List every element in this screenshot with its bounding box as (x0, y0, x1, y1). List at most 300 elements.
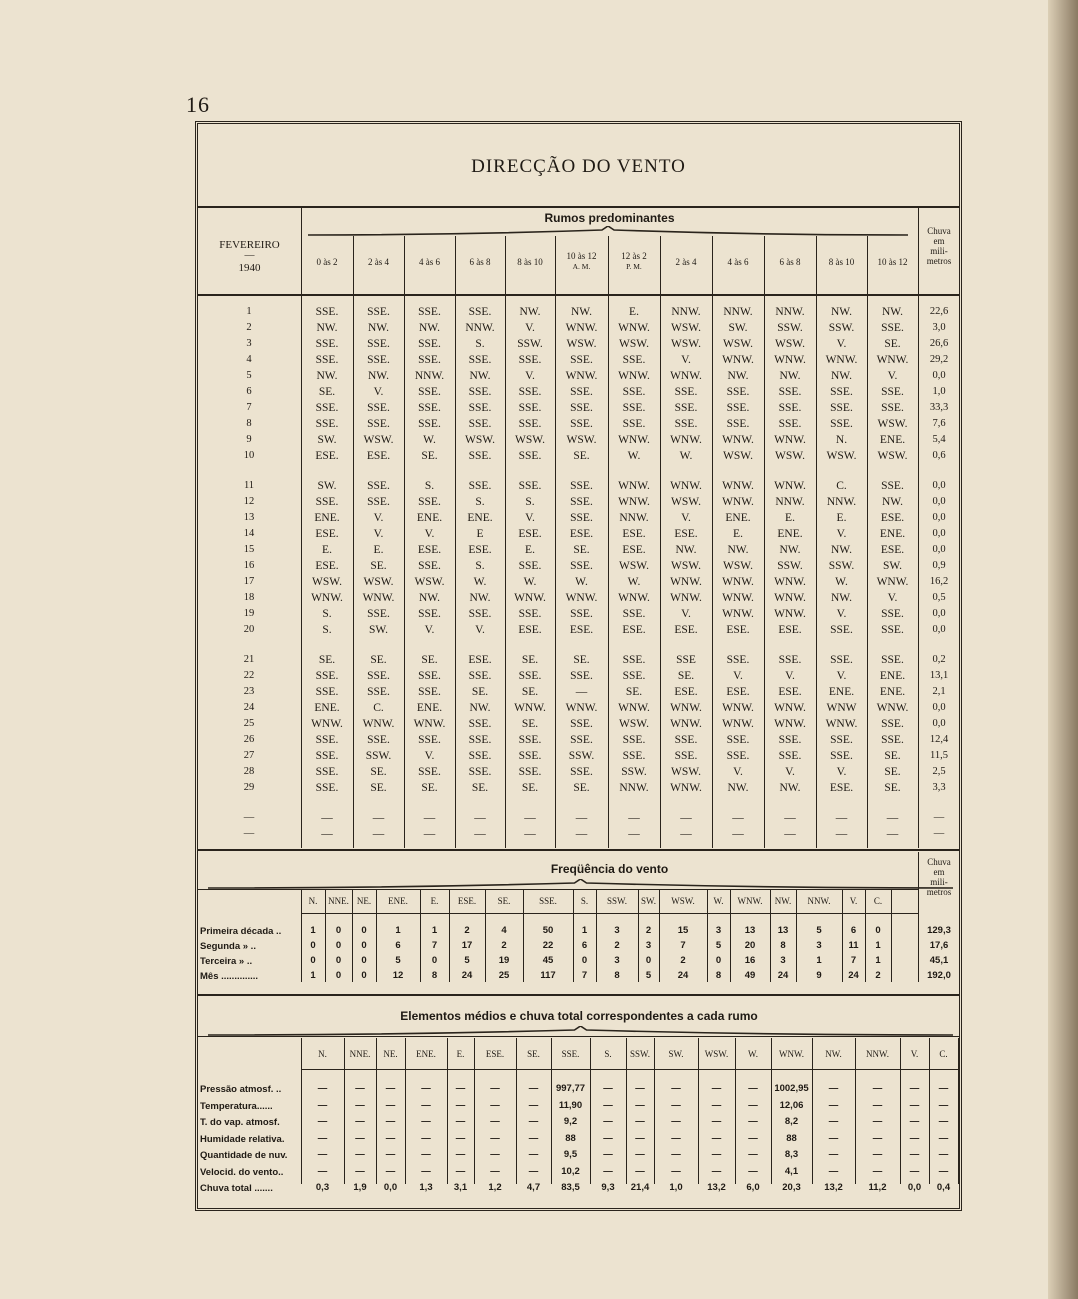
day-number: 9 (246, 434, 252, 445)
elem-value: — (385, 1116, 396, 1127)
wind-direction-cell: SE. (884, 338, 901, 350)
wind-direction-cell: SSE. (418, 418, 441, 430)
freq-value: 8 (431, 970, 438, 981)
rain-header-line: em (933, 236, 945, 246)
wind-direction-cell: SSE. (830, 734, 853, 746)
rumos-header: Rumos predominantes (544, 211, 675, 225)
wind-direction-cell: S. (322, 608, 332, 620)
wind-direction-cell: WNW. (618, 322, 650, 334)
wind-direction-cell: SSE (676, 654, 696, 666)
wind-direction-cell: SE. (625, 686, 643, 698)
elem-value: — (355, 1083, 365, 1094)
freq-value: 1 (310, 970, 316, 981)
elem-value: — (872, 1149, 883, 1160)
wind-direction-cell: SSE. (726, 402, 750, 414)
wind-direction-cell: NW. (779, 544, 801, 556)
wind-direction-cell: ESE. (880, 544, 905, 556)
day-number: 1 (246, 306, 252, 317)
day-number: 20 (243, 624, 255, 635)
wind-direction-cell: ENE. (467, 512, 493, 524)
daily-rain: 11,5 (930, 750, 948, 761)
wind-direction-cell: — (680, 828, 692, 840)
wind-direction-cell: SE. (471, 782, 489, 794)
elem-row-label: Chuva total ....... (200, 1183, 273, 1194)
year-label: 1940 (238, 262, 261, 274)
wind-direction-cell: SSE. (778, 654, 802, 666)
wind-direction-cell: SSE. (367, 686, 390, 698)
wind-direction-cell: V. (373, 528, 384, 540)
wind-direction-cell: E. (785, 512, 795, 524)
elem-value: — (317, 1165, 328, 1177)
wind-direction-cell: ENE. (879, 528, 906, 540)
wind-direction-cell: WSW. (671, 560, 701, 572)
freq-value: 1 (395, 925, 401, 936)
elem-value: — (711, 1083, 722, 1094)
wind-direction-cell: SSE. (674, 386, 698, 398)
freq-value: 0 (431, 955, 438, 966)
elem-row-label: Humidade relativa. (200, 1133, 285, 1145)
wind-direction-cell: — (575, 686, 588, 698)
elem-value: — (490, 1116, 500, 1127)
elem-value: — (635, 1083, 645, 1094)
wind-direction-cell: ESE. (468, 544, 492, 556)
freq-value: 5 (645, 970, 652, 981)
elem-value: — (671, 1116, 681, 1127)
wind-direction-cell: ENE. (416, 512, 443, 524)
month-label: FEVEREIRO (219, 239, 280, 251)
daily-rain: 29,2 (929, 354, 949, 365)
wind-direction-cell: WSW. (671, 338, 701, 350)
month-dash: — (244, 250, 255, 261)
wind-direction-cell: W. (423, 434, 436, 446)
daily-rain: 0,9 (932, 560, 946, 571)
freq-value: 1 (875, 955, 881, 966)
wind-direction-cell: SSE. (518, 386, 542, 398)
wind-direction-cell: NNW. (775, 496, 805, 508)
elem-value: — (490, 1099, 500, 1111)
wind-direction-cell: SSE. (518, 450, 542, 462)
wind-direction-cell: WSW. (619, 560, 649, 572)
wind-direction-cell: S. (475, 496, 485, 508)
wind-direction-cell: ENE. (725, 512, 751, 524)
freq-value: 1 (310, 925, 316, 936)
elem-value: 3,1 (453, 1182, 468, 1193)
wind-direction-cell: NW. (727, 544, 749, 556)
elem-value: — (711, 1165, 722, 1177)
wind-direction-cell: NW. (779, 370, 801, 382)
wind-direction-cell: SSE. (830, 654, 853, 666)
wind-direction-cell: WSW. (877, 418, 908, 430)
wind-direction-cell: — (524, 828, 536, 840)
hour-column-header: 6 às 8 (469, 257, 491, 267)
freq-row-label: Segunda » .. (200, 941, 256, 952)
wind-direction-cell: SSE. (468, 734, 492, 746)
daily-rain: 7,6 (932, 418, 946, 429)
freq-direction-header: SSE. (539, 896, 557, 906)
freq-value: 11 (848, 940, 859, 951)
wind-direction-cell: WSW. (566, 434, 597, 446)
wind-direction-cell: NW. (831, 370, 852, 382)
day-number: 19 (243, 608, 255, 619)
freq-value: 25 (498, 970, 510, 981)
wind-direction-cell: NW. (316, 370, 338, 382)
wind-direction-cell: E. (525, 544, 535, 556)
elem-value: — (828, 1099, 839, 1111)
wind-direction-cell: N. (835, 434, 848, 446)
elem-value: — (872, 1083, 883, 1094)
wind-direction-cell: — (732, 812, 744, 824)
freq-value: 6 (850, 925, 857, 936)
elem-value: — (748, 1083, 758, 1094)
wind-direction-cell: WNW. (774, 592, 806, 604)
wind-direction-cell: ESE. (778, 624, 802, 636)
elem-value: — (603, 1165, 613, 1177)
freq-value: 0 (581, 955, 588, 966)
wind-direction-cell: WSW. (775, 450, 805, 462)
wind-direction-cell: SE. (521, 654, 539, 666)
wind-direction-cell: NW. (675, 544, 697, 556)
elem-direction-header: E. (456, 1049, 465, 1059)
wind-direction-cell: SSE. (418, 386, 441, 398)
wind-direction-cell: SSE. (315, 766, 339, 778)
wind-direction-cell: WNW. (514, 592, 546, 604)
wind-direction-cell: WSW. (723, 450, 753, 462)
wind-direction-cell: SSE. (367, 338, 390, 350)
freq-value: 12 (392, 970, 404, 981)
freq-value: 22 (542, 940, 554, 951)
wind-direction-cell: SSE. (570, 496, 593, 508)
elem-value: — (317, 1099, 328, 1111)
rain-header-line: metros (926, 256, 952, 266)
daily-rain: 0,0 (932, 702, 946, 713)
elem-direction-header: WSW. (704, 1049, 729, 1059)
elem-value: — (317, 1149, 328, 1160)
elem-value: — (355, 1165, 365, 1177)
daily-rain: 26,6 (929, 338, 949, 349)
wind-direction-cell: ESE. (622, 528, 646, 540)
wind-direction-cell: ESE. (315, 528, 339, 540)
wind-direction-cell: — (321, 812, 333, 824)
wind-direction-cell: SSE. (468, 418, 492, 430)
wind-direction-cell: WSW. (619, 338, 649, 350)
wind-direction-cell: SSE. (468, 766, 492, 778)
wind-direction-cell: NW. (419, 322, 440, 334)
elem-value: — (421, 1149, 431, 1160)
hour-column-header: 8 às 10 (828, 257, 855, 267)
wind-direction-cell: WSW. (877, 450, 908, 462)
wind-direction-cell: SSE. (830, 386, 853, 398)
hour-column-header: 0 às 2 (316, 257, 338, 267)
wind-direction-cell: WNW. (670, 592, 702, 604)
elem-row-label: Temperatura...... (200, 1100, 273, 1112)
wind-direction-cell: NNW. (826, 496, 857, 508)
wind-direction-cell: V. (681, 608, 691, 620)
wind-direction-cell: SSE. (367, 354, 390, 366)
elem-value: — (528, 1083, 539, 1094)
wind-direction-cell: SSE. (418, 670, 441, 682)
wind-direction-cell: NW. (469, 370, 491, 382)
elem-direction-header: V. (910, 1049, 919, 1059)
wind-direction-cell: W. (523, 576, 537, 588)
daily-rain: 0,0 (932, 496, 946, 507)
wind-direction-cell: WNW. (362, 592, 395, 604)
day-number: 10 (243, 450, 255, 461)
elem-value: — (421, 1099, 431, 1111)
day-number: 13 (243, 512, 255, 523)
daily-rain: 0,0 (932, 608, 946, 619)
wind-direction-cell: NW. (316, 322, 338, 334)
rain-header-line: Chuva (927, 226, 951, 236)
elem-value: 4,1 (784, 1165, 799, 1177)
elem-value: — (711, 1099, 722, 1111)
daily-rain: 12,4 (929, 734, 949, 745)
freq-value: 1 (816, 955, 822, 966)
wind-direction-cell: WNW. (722, 718, 754, 730)
page-gutter-shadow (1048, 0, 1078, 1299)
wind-direction-cell: SSE. (315, 686, 339, 698)
wind-direction-cell: ESE. (726, 624, 750, 636)
wind-direction-cell: WSW. (515, 434, 545, 446)
day-number: — (243, 812, 255, 823)
freq-direction-header: WNW. (737, 896, 763, 906)
wind-direction-cell: WNW. (825, 354, 858, 366)
freq-value: 7 (581, 970, 588, 981)
wind-direction-cell: SSE. (315, 670, 339, 682)
wind-direction-cell: SSW. (777, 322, 803, 334)
elem-value: — (455, 1132, 466, 1144)
elem-value: — (828, 1132, 839, 1144)
hour-column-header: 4 às 6 (419, 257, 440, 267)
elem-value: 4,7 (526, 1182, 541, 1193)
wind-direction-cell: WSW. (363, 434, 394, 446)
wind-direction-cell: ENE. (879, 434, 906, 446)
wind-direction-cell: SSE. (518, 750, 542, 762)
wind-direction-cell: SSE. (570, 418, 593, 430)
daily-rain: 2,1 (932, 686, 946, 697)
wind-direction-cell: SSE. (315, 418, 339, 430)
elem-value: — (828, 1083, 839, 1094)
elem-value: 8,3 (784, 1149, 799, 1160)
wind-direction-cell: SSW. (621, 766, 647, 778)
elem-row-label: Pressão atmosf. .. (200, 1084, 282, 1095)
elem-value: — (938, 1132, 949, 1144)
wind-direction-cell: — (474, 812, 486, 824)
wind-direction-cell: NNW. (465, 322, 495, 334)
wind-direction-cell: SSE. (315, 354, 339, 366)
elem-value: — (528, 1149, 539, 1160)
day-number: 29 (243, 782, 255, 793)
wind-direction-cell: V. (373, 386, 384, 398)
wind-direction-cell: ESE. (366, 450, 391, 462)
wind-direction-cell: NNW. (414, 370, 445, 382)
wind-direction-cell: SW. (882, 560, 903, 572)
elem-value: — (455, 1116, 466, 1127)
freq-rain-header-line: em (933, 867, 945, 877)
wind-direction-cell: WNW. (774, 576, 806, 588)
wind-direction-cell: SSE. (418, 306, 441, 318)
wind-direction-cell: ESE. (315, 450, 339, 462)
elem-value: — (385, 1132, 396, 1144)
freq-direction-header: NNE. (328, 896, 349, 906)
wind-direction-cell: ESE. (778, 686, 802, 698)
wind-direction-cell: WNW. (774, 702, 806, 714)
freq-value: 20 (744, 940, 756, 951)
freq-value: 0 (335, 925, 342, 936)
wind-direction-cell: ENE. (879, 670, 906, 682)
elem-value: 11,2 (868, 1182, 887, 1193)
freq-value: 1 (875, 940, 881, 951)
wind-direction-cell: WSW. (619, 718, 649, 730)
elem-value: 11,90 (558, 1099, 583, 1111)
wind-direction-cell: SW. (317, 434, 337, 446)
freq-value: 6 (581, 940, 588, 951)
wind-direction-cell: — (886, 812, 899, 824)
freq-value: 2 (645, 925, 652, 936)
freq-value: 7 (850, 955, 857, 966)
wind-direction-cell: WNW. (565, 322, 598, 334)
page-number: 16 (186, 92, 210, 117)
daily-rain: 0,2 (932, 654, 946, 665)
freq-value: 9 (816, 970, 822, 981)
wind-direction-cell: WNW. (311, 592, 343, 604)
wind-direction-cell: S. (322, 624, 332, 636)
wind-direction-cell: WNW. (670, 576, 702, 588)
elem-value: — (385, 1099, 396, 1111)
wind-direction-cell: SSE. (881, 608, 904, 620)
daily-rain: 0,0 (932, 370, 946, 381)
wind-direction-cell: SSE. (570, 670, 593, 682)
wind-direction-cell: SSE. (881, 734, 904, 746)
elem-value: 21,4 (630, 1182, 650, 1193)
wind-direction-cell: WSW. (363, 576, 394, 588)
wind-direction-cell: SSE. (418, 734, 441, 746)
elem-value: — (938, 1099, 949, 1111)
wind-direction-cell: V. (836, 670, 847, 682)
wind-direction-cell: SSE. (518, 418, 542, 430)
wind-direction-cell: WNW. (876, 576, 909, 588)
wind-direction-cell: SSE. (778, 750, 802, 762)
elem-value: — (671, 1149, 681, 1160)
wind-direction-cell: WSW. (566, 338, 597, 350)
wind-direction-cell: SSE. (726, 734, 750, 746)
day-number: 8 (246, 418, 252, 429)
wind-direction-cell: V. (785, 670, 795, 682)
wind-direction-cell: SE. (884, 750, 901, 762)
wind-direction-cell: SE. (521, 782, 539, 794)
freq-value: 2 (875, 970, 881, 981)
freq-value: 0 (361, 955, 367, 966)
wind-direction-cell: SSE. (570, 386, 593, 398)
freq-value: 8 (780, 940, 786, 951)
wind-direction-cell: SSE. (881, 322, 904, 334)
wind-direction-cell: NW. (727, 782, 749, 794)
wind-direction-cell: NW. (469, 592, 491, 604)
freq-value: 5 (464, 955, 470, 966)
wind-direction-cell: SSE. (418, 338, 441, 350)
wind-direction-cell: WSW. (312, 576, 342, 588)
wind-direction-cell: SSW. (777, 560, 803, 572)
wind-direction-cell: SSE. (468, 480, 492, 492)
elem-value: 9,2 (563, 1116, 578, 1127)
wind-direction-cell: S. (475, 338, 485, 350)
wind-direction-cell: SSE. (418, 560, 441, 572)
wind-direction-cell: SSE. (518, 608, 542, 620)
wind-direction-cell: V. (373, 512, 384, 524)
wind-direction-cell: — (835, 812, 848, 824)
elem-value: — (421, 1083, 431, 1094)
hour-column-header: 2 às 4 (675, 257, 697, 267)
hour-column-header-period: P. M. (626, 262, 642, 271)
daily-rain: 0,0 (932, 544, 946, 555)
wind-direction-cell: SSE. (468, 354, 492, 366)
freq-value: 6 (395, 940, 401, 951)
wind-direction-cell: NW. (779, 782, 801, 794)
elem-value: 1,0 (669, 1182, 683, 1193)
elem-value: — (603, 1132, 613, 1144)
section-rule (198, 994, 959, 996)
wind-direction-cell: ENE. (314, 512, 340, 524)
elem-direction-header: SSW. (630, 1049, 650, 1059)
elem-value: 88 (565, 1132, 576, 1144)
elem-value: — (635, 1099, 645, 1111)
wind-direction-cell: — (372, 828, 385, 840)
wind-direction-cell: SSE. (674, 734, 698, 746)
wind-direction-cell: C. (836, 480, 847, 492)
freq-direction-header: S. (580, 896, 589, 906)
wind-direction-cell: NW. (368, 370, 389, 382)
wind-direction-cell: V. (424, 750, 435, 762)
wind-direction-cell: SSE. (315, 338, 339, 350)
wind-direction-cell: WNW. (618, 434, 650, 446)
elem-value: 10,2 (561, 1165, 580, 1177)
wind-direction-cell: V. (525, 322, 535, 334)
wind-direction-cell: SSE. (726, 418, 750, 430)
elem-value: — (355, 1149, 365, 1160)
wind-direction-cell: SSE. (367, 734, 390, 746)
wind-direction-cell: V. (836, 528, 847, 540)
elem-value: — (828, 1165, 839, 1177)
wind-direction-cell: WSW. (826, 450, 857, 462)
wind-direction-cell: SSE. (622, 402, 646, 414)
day-number: 18 (243, 592, 255, 603)
wind-direction-cell: SSE. (881, 402, 904, 414)
wind-direction-cell: WNW. (722, 702, 754, 714)
elem-value: — (385, 1165, 396, 1177)
day-number: 14 (243, 528, 255, 539)
wind-direction-cell: V. (887, 592, 898, 604)
wind-direction-cell: — (524, 812, 536, 824)
elem-value: 1,9 (353, 1182, 367, 1193)
freq-value: 50 (542, 925, 554, 936)
wind-direction-cell: SSE. (468, 608, 492, 620)
freq-direction-header: N. (308, 896, 318, 906)
wind-direction-cell: V. (424, 528, 435, 540)
daily-rain: 0,0 (932, 528, 946, 539)
wind-direction-cell: V. (836, 608, 847, 620)
wind-direction-cell: WSW. (723, 338, 753, 350)
wind-direction-cell: SSW. (365, 750, 392, 762)
freq-column-rule (891, 890, 892, 982)
elem-header: Elementos médios e chuva total correspondentes a cada rumo (400, 1009, 758, 1023)
daily-rain: 33,3 (929, 402, 949, 413)
freq-direction-header: E. (430, 896, 439, 906)
elem-column-rule (958, 1038, 959, 1184)
wind-direction-cell: WNW. (774, 354, 806, 366)
wind-direction-cell: SSE. (570, 718, 593, 730)
wind-direction-cell: WNW. (413, 718, 446, 730)
wind-direction-cell: SSE. (468, 750, 492, 762)
wind-direction-cell: V. (681, 512, 691, 524)
